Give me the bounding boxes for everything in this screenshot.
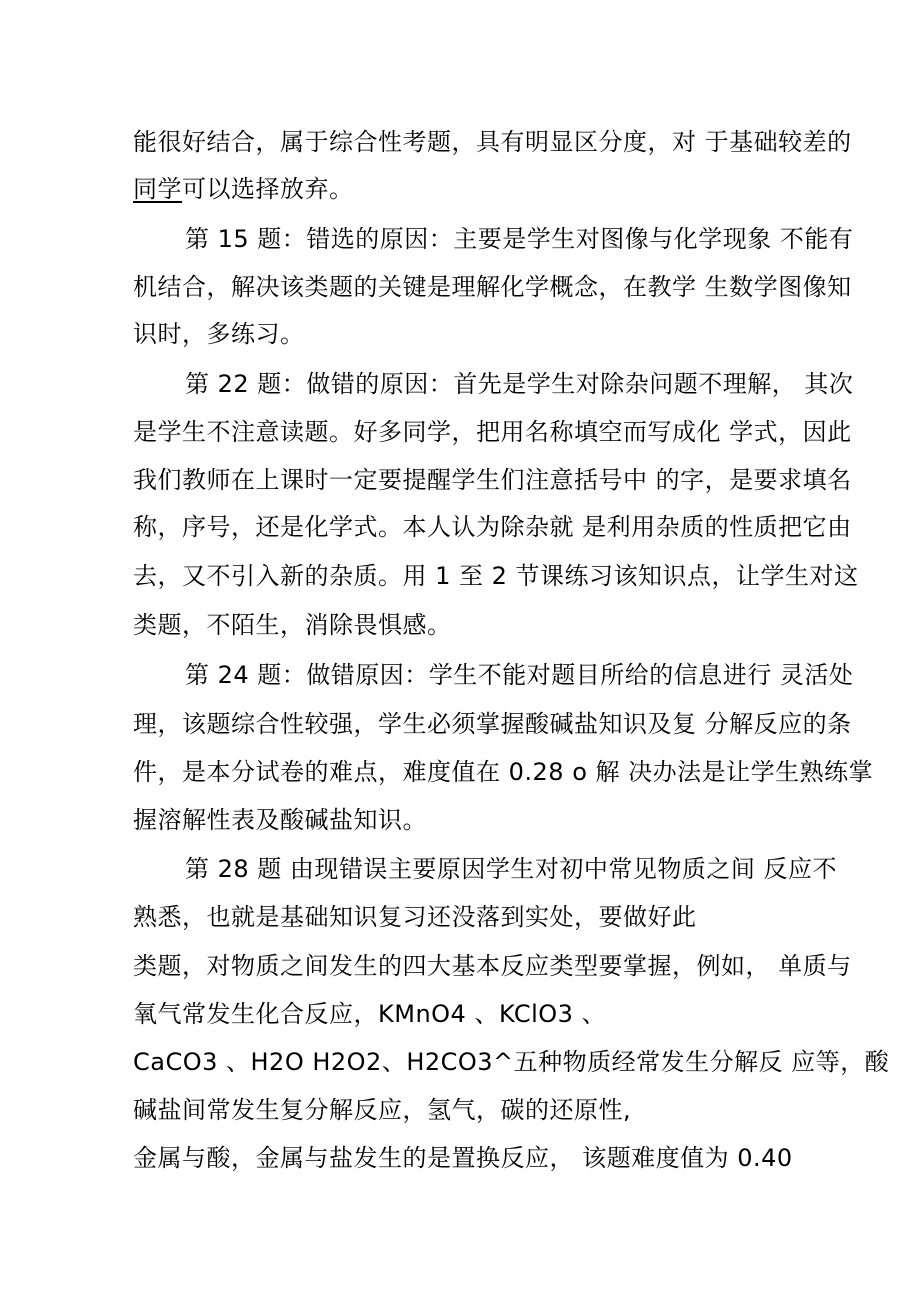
text-line-13: 理，该题综合性较强，学生必须掌握酸碱盐知识及复 分解反应的条 [133, 710, 852, 738]
text-line-15: 握溶解性表及酸碱盐知识。 [133, 806, 427, 834]
text-line-2-rest: 可以选择放弃。 [182, 175, 354, 203]
underlined-text: 同学 [133, 175, 182, 203]
text-line-20: CaCO3 、H2O H2O2、H2CO3^五种物质经常发生分解反 应等，酸 [133, 1048, 890, 1076]
text-line-11: 类题，不陌生，消除畏惧感。 [133, 611, 452, 639]
text-line-1: 能很好结合，属于综合性考题，具有明显区分度，对 于基础较差的 [133, 128, 852, 156]
text-line-8: 我们教师在上课时一定要提醒学生们注意括号中 的字，是要求填名 [133, 466, 852, 494]
text-line-5: 识时，多练习。 [133, 320, 305, 348]
text-line-6: 第 22 题：做错的原因：首先是学生对除杂问题不理解， 其次 [185, 370, 854, 398]
text-line-21: 碱盐间常发生复分解反应，氢气，碳的还原性, [133, 1096, 632, 1124]
text-line-14: 件，是本分试卷的难点，难度值在 0.28 o 解 决办法是让学生熟练掌 [133, 758, 874, 786]
text-line-12: 第 24 题：做错原因：学生不能对题目所给的信息进行 灵活处 [185, 661, 854, 689]
text-line-10: 去，又不引入新的杂质。用 1 至 2 节课练习该知识点，让学生对这 [133, 562, 859, 590]
text-line-22: 金属与酸，金属与盐发生的是置换反应， 该题难度值为 0.40 [133, 1144, 793, 1172]
text-line-19: 氧气常发生化合反应，KMnO4 、KClO3 、 [133, 1000, 607, 1028]
text-line-9: 称，序号，还是化学式。本人认为除杂就 是利用杂质的性质把它由 [133, 513, 852, 541]
text-line-7: 是学生不注意读题。好多同学，把用名称填空而写成化 学式，因此 [133, 418, 852, 446]
text-line-4: 机结合，解决该类题的关键是理解化学概念，在教学 生数学图像知 [133, 273, 852, 301]
text-line-2 [133, 174, 354, 204]
text-line-18: 类题，对物质之间发生的四大基本反应类型要掌握，例如， 单质与 [133, 952, 852, 980]
text-line-17: 熟悉，也就是基础知识复习还没落到实处，要做好此 [133, 903, 697, 931]
text-line-16: 第 28 题 由现错误主要原因学生对初中常见物质之间 反应不 [185, 855, 838, 883]
text-line-3: 第 15 题：错选的原因：主要是学生对图像与化学现象 不能有 [185, 225, 854, 253]
